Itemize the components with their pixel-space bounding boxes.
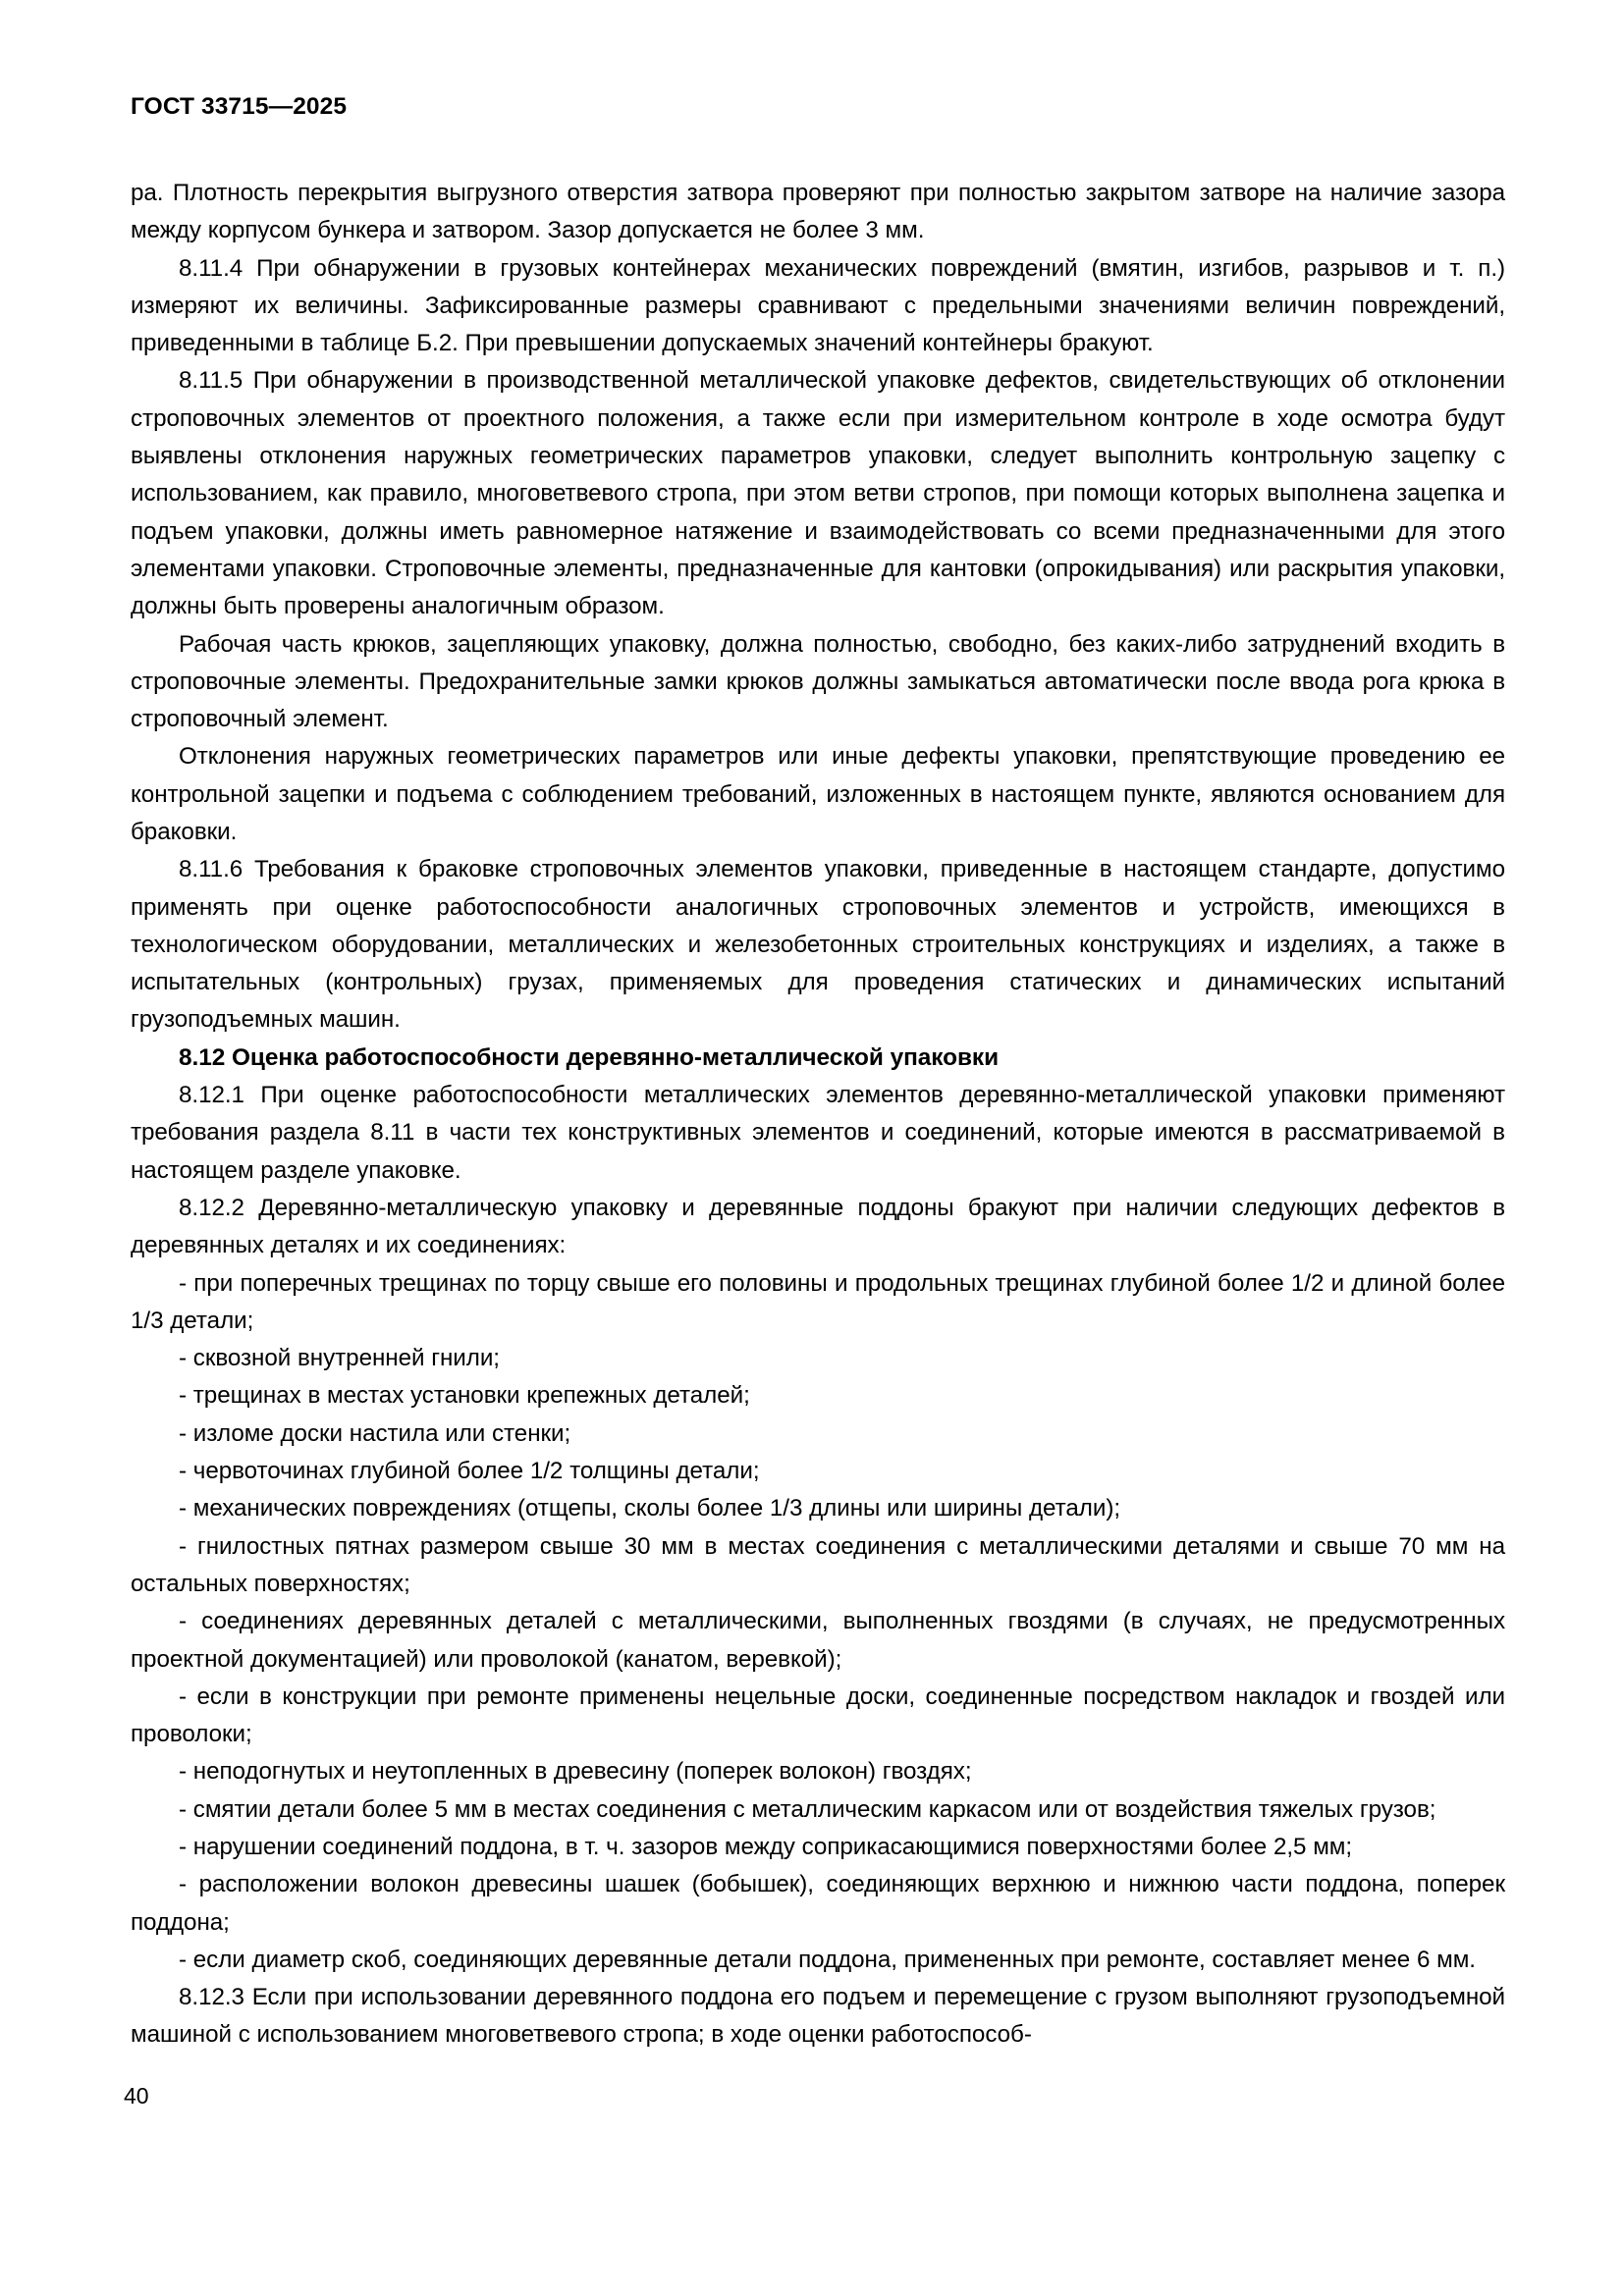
paragraph-deviations: Отклонения наружных геометрических параметров или иные дефекты упаковки, препятствующие проведению ее контрольной зацепки и подъема с соблюдением требований, изложенных в настоящем пункте, являются основанием для браковки. [131,743,1505,845]
list-item: - нарушении соединений поддона, в т. ч. зазоров между соприкасающимися поверхностями более 2,5 мм; [179,1834,1353,1860]
document-header-standard-number: ГОСТ 33715—2025 [131,93,348,120]
list-item: - гнилостных пятнах размером свыше 30 мм в местах соединения с металлическими деталями и свыше 70 мм на остальных поверхностях; [131,1532,1505,1597]
list-item: - механических повреждениях (отщепы, сколы более 1/3 длины или ширины детали); [179,1495,1120,1522]
list-item: - при поперечных трещинах по торцу свыше его половины и продольных трещинах глубиной более 1/2 и длиной более 1/3 детали; [131,1269,1505,1334]
list-item: - червоточинах глубиной более 1/2 толщины детали; [179,1458,760,1485]
list-item: - изломе доски настила или стенки; [179,1419,571,1447]
list-item: - если диаметр скоб, соединяющих деревянные детали поддона, примененных при ремонте, составляет менее 6 мм. [179,1946,1476,1973]
paragraph-8-12-3: 8.12.3 Если при использовании деревянного поддона его подъем и перемещение с грузом выполняют грузоподъемной машиной с использованием многоветвевого стропа; в ходе оценки работоспособ- [131,1984,1505,2049]
section-heading-8-12: 8.12 Оценка работоспособности деревянно-металлической упаковки [179,1043,1000,1071]
list-item: - неподогнутых и неутопленных в древесину (поперек волокон) гвоздях; [179,1758,972,1786]
list-item: - трещинах в местах установки крепежных деталей; [179,1382,750,1410]
paragraph-continued: ра. Плотность перекрытия выгрузного отверстия затвора проверяют при полностью закрытом затворе на наличие зазора между корпусом бункера и затвором. Зазор допускается не более 3 мм. [131,179,1505,244]
paragraph-8-11-5: 8.11.5 При обнаружении в производственной металлической упаковке дефектов, свидетельствующих об отклонении строповочных элементов от проектного положения, а также если при измерительном контроле в ходе осмотра будут выявлены отклонения наружных геометрических параметров упаковки, следует выполнить контрольную зацепку с использованием, как правило, многоветвевого стропа, при этом ветви стропов, при помощи которых выполнена зацепка и подъем упаковки, должны иметь равномерное натяжение и взаимодействовать со всеми предназначенными для этого элементами упаковки. Строповочные элементы, предназначенные для кантовки (опрокидывания) или раскрытия упаковки, должны быть проверены аналогичным образом. [131,367,1505,620]
paragraph-hook-working-part: Рабочая часть крюков, зацепляющих упаковку, должна полностью, свободно, без каких-либо затруднений входить в строповочные элементы. Предохранительные замки крюков должны замыкаться автоматически после ввода рога крюка в строповочный элемент. [131,630,1505,733]
paragraph-8-11-6: 8.11.6 Требования к браковке строповочных элементов упаковки, приведенные в настоящем стандарте, допустимо применять при оценке работоспособности аналогичных строповочных элементов и устройств, имеющихся в технологическом оборудовании, металлических и железобетонных строительных конструкциях и изделиях, а также в испытательных (контрольных) грузах, применяемых для проведения статических и динамических испытаний грузоподъемных машин. [131,856,1505,1034]
document-body [131,175,1505,2055]
list-item: - если в конструкции при ремонте применены нецельные доски, соединенные посредством накладок и гвоздей или проволоки; [131,1682,1505,1748]
paragraph-8-12-1: 8.12.1 При оценке работоспособности металлических элементов деревянно-металлической упаковки применяют требования раздела 8.11 в части тех конструктивных элементов и соединений, которые имеются в рассматриваемой в настоящем разделе упаковке. [131,1082,1505,1184]
page-content [131,94,1505,2055]
list-item: - расположении волокон древесины шашек (бобышек), соединяющих верхнюю и нижнюю части поддона, поперек поддона; [131,1871,1505,1936]
list-item: - соединениях деревянных деталей с металлическими, выполненных гвоздями (в случаях, не предусмотренных проектной документацией) или проволокой (канатом, веревкой); [131,1608,1505,1673]
paragraph-8-11-4: 8.11.4 При обнаружении в грузовых контейнерах механических повреждений (вмятин, изгибов, разрывов и т. п.) измеряют их величины. Зафиксированные размеры сравнивают с предельными значениями величин повреждений, приведенными в таблице Б.2. При превышении допускаемых значений контейнеры бракуют. [131,254,1505,357]
list-item: - смятии детали более 5 мм в местах соединения с металлическим каркасом или от воздействия тяжелых грузов; [179,1795,1436,1823]
list-item: - сквозной внутренней гнили; [179,1345,500,1372]
paragraph-8-12-2: 8.12.2 Деревянно-металлическую упаковку и деревянные поддоны бракуют при наличии следующих дефектов в деревянных деталях и их соединениях: [131,1194,1505,1259]
page-number: 40 [124,2083,149,2109]
